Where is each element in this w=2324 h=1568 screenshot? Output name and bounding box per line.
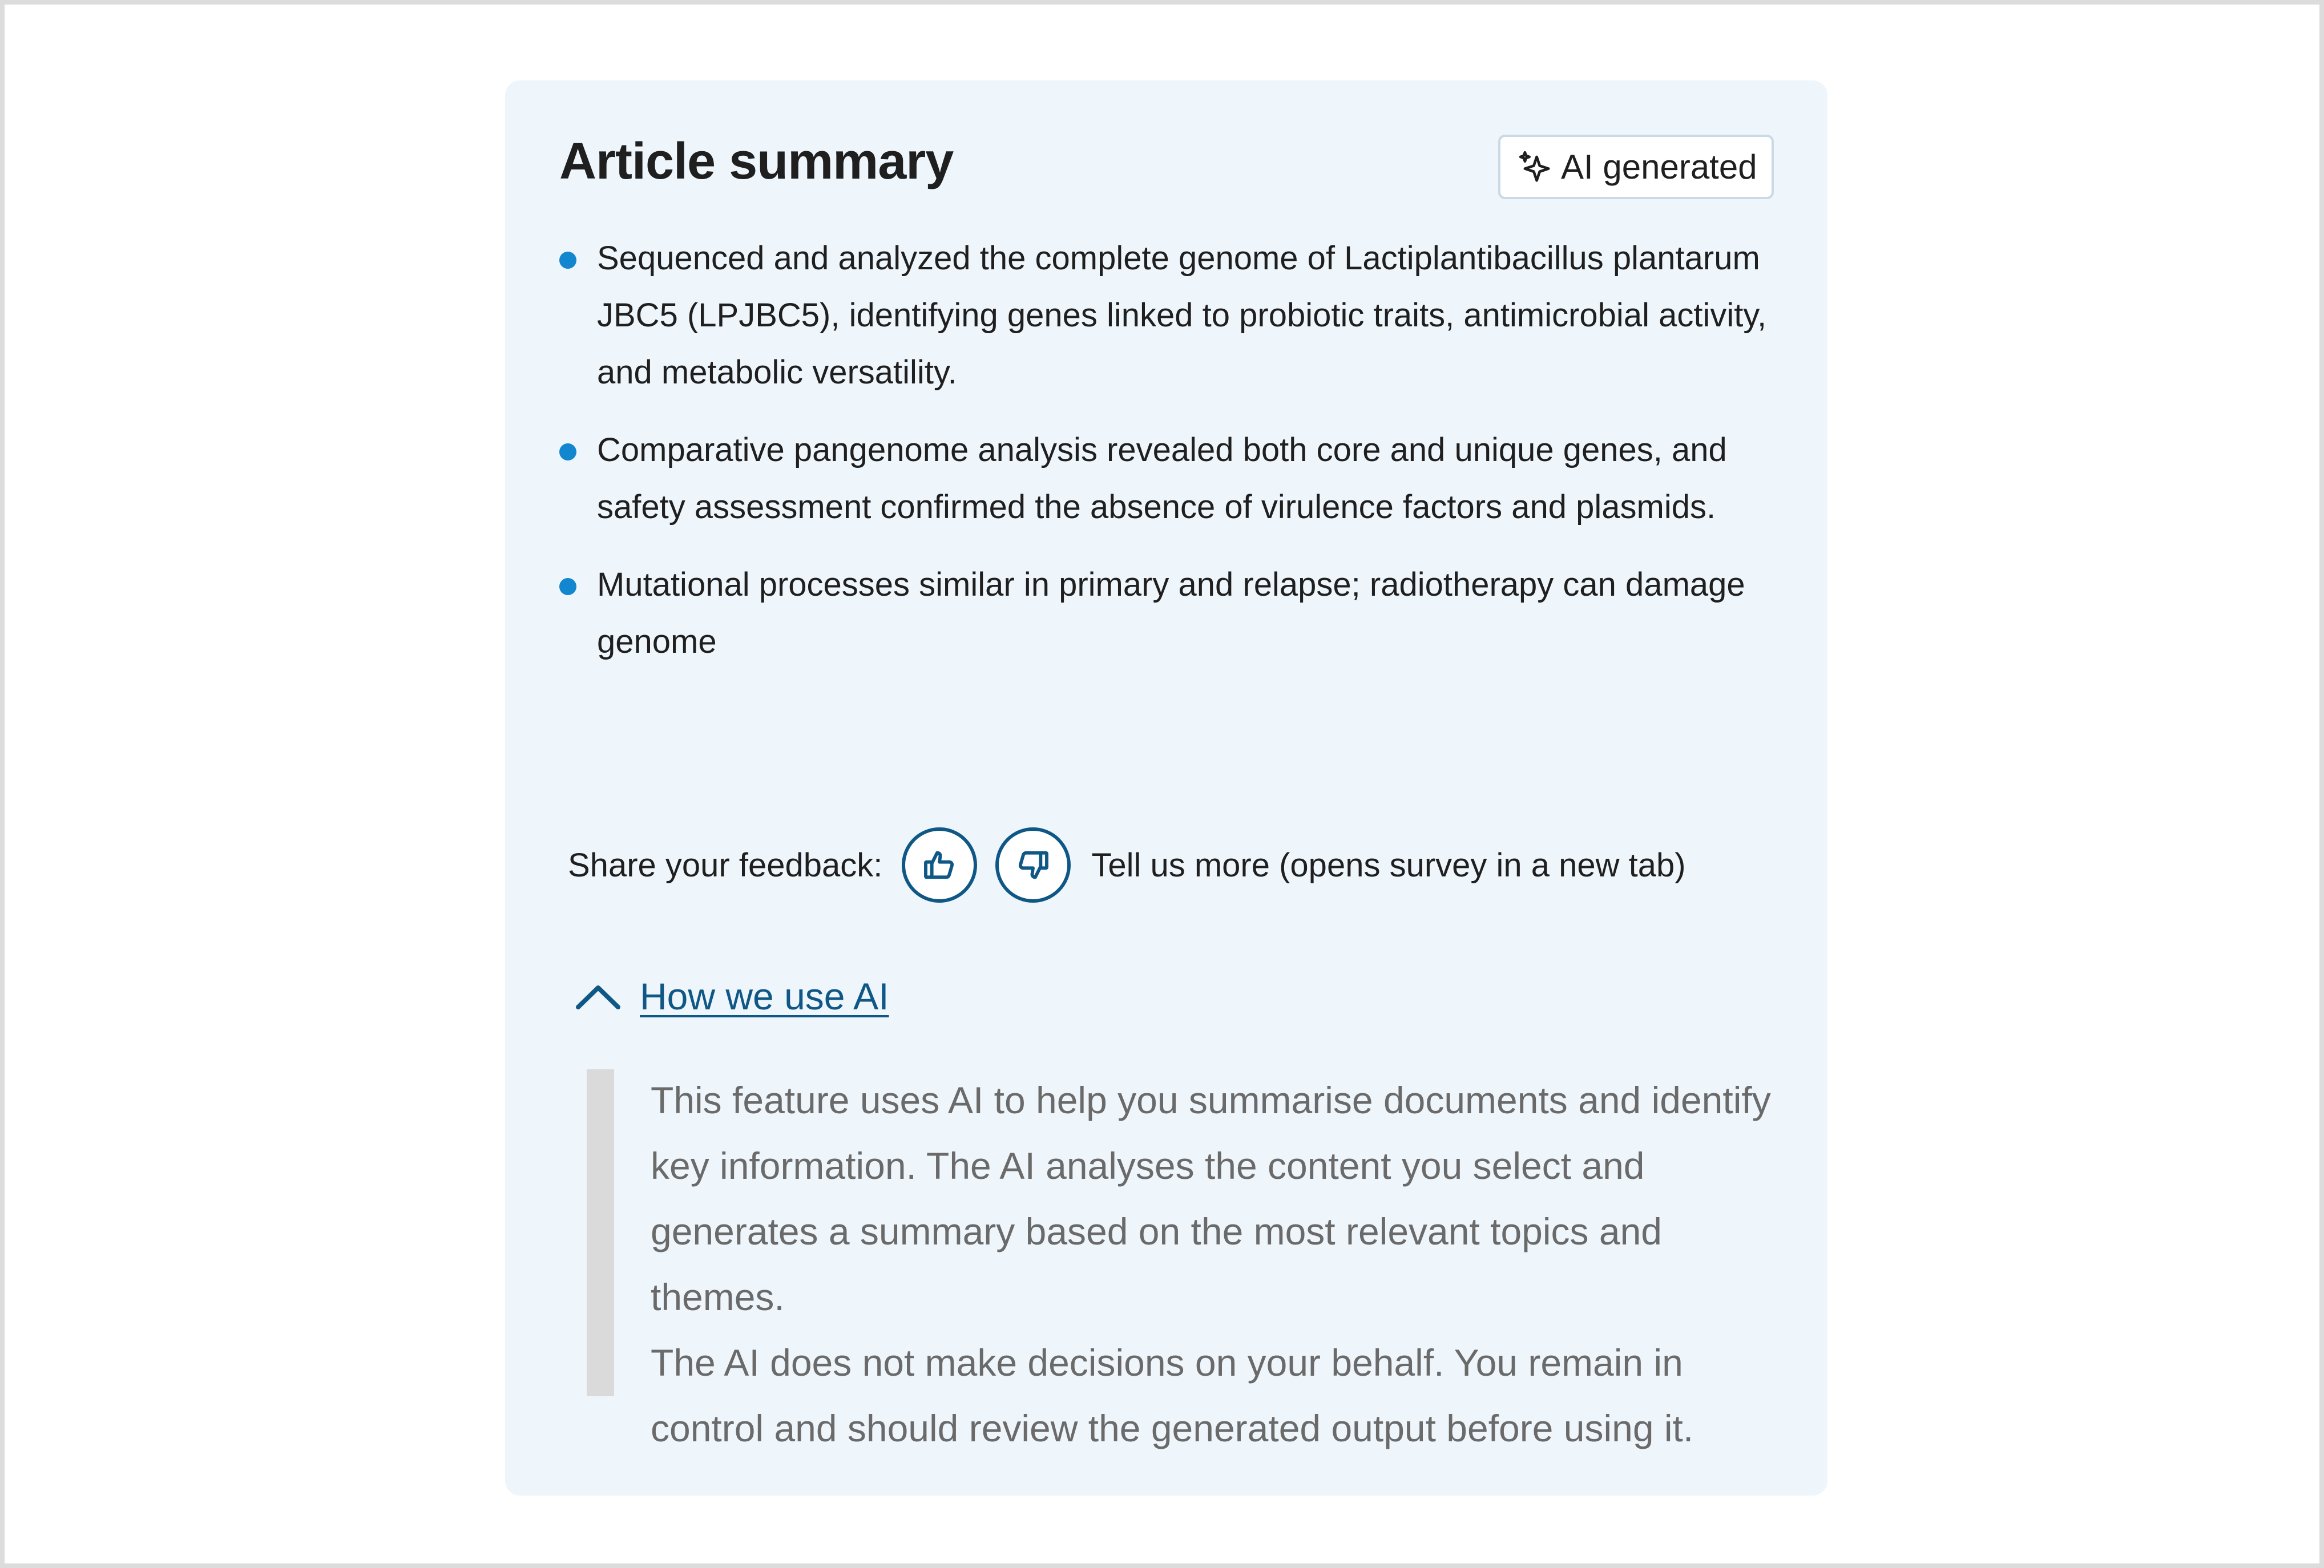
- article-summary-card: [505, 80, 1827, 1496]
- bullet-dot: [559, 443, 576, 460]
- ai-explanation-panel: [587, 993, 1785, 1449]
- ai-explanation-text: [651, 1068, 1786, 1461]
- bullet-text: Sequenced and analyzed the complete genome of Lactiplantibacillus plantarum JBC5 (LPJBC5), identifying genes linked to probiotic traits, antimicrobial activity, and metabolic versatility.: [597, 240, 1767, 391]
- quote-bar: [587, 1069, 614, 1396]
- bullet-dot: [559, 578, 576, 595]
- explanation-paragraph: The AI does not make decisions on your behalf. You remain in control and should review the generated output before using it.: [651, 1341, 1694, 1449]
- bullet-dot: [559, 252, 576, 269]
- bullet-text: Mutational processes similar in primary and relapse; radiotherapy can damage genome: [597, 566, 1745, 660]
- thumbs-up-icon: [921, 847, 958, 883]
- list-item: [559, 230, 1786, 401]
- summary-bullet-list: [559, 230, 1786, 691]
- bullet-text: Comparative pangenome analysis revealed both core and unique genes, and safety assessment confirmed the absence of virulence factors and plasmids.: [597, 431, 1727, 526]
- badge-label: AI generated: [1561, 148, 1757, 186]
- thumbs-up-button[interactable]: [902, 827, 977, 903]
- survey-link[interactable]: Tell us more (opens survey in a new tab): [1091, 846, 1686, 884]
- explanation-paragraph: This feature uses AI to help you summarise documents and identify key information. The AI analyses the content you select and generates a summary based on the most relevant topics and themes.: [651, 1079, 1771, 1318]
- thumbs-down-button[interactable]: [995, 827, 1071, 903]
- sparkle-icon: [1518, 149, 1553, 185]
- feedback-label: Share your feedback:: [568, 846, 883, 884]
- thumbs-down-icon: [1015, 847, 1051, 883]
- card-title: Article summary: [559, 133, 954, 190]
- feedback-row: [568, 826, 1686, 904]
- how-we-use-ai-link[interactable]: How we use AI: [640, 975, 889, 1017]
- list-item: [559, 556, 1786, 670]
- list-item: [559, 422, 1786, 536]
- ai-generated-badge: [1498, 135, 1774, 199]
